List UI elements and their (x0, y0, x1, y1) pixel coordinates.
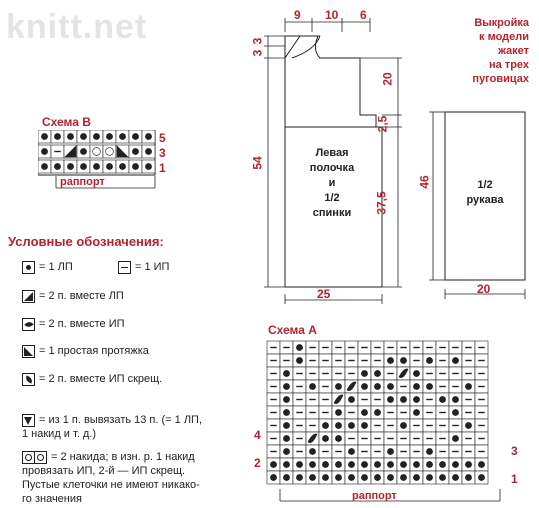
knit-dot-icon (387, 357, 393, 363)
knit-dot-icon (80, 163, 86, 169)
knit-dot-icon (270, 474, 276, 480)
knit-dot-icon (465, 474, 471, 480)
knit-dot-icon (283, 383, 289, 389)
knit-dot-icon (348, 448, 354, 454)
schema-b-row-5: 5 (159, 131, 166, 145)
knit-dot-icon (348, 396, 354, 402)
knit-dot-icon (361, 370, 367, 376)
dim-top-10: 10 (325, 8, 339, 22)
knit-dot-icon (283, 435, 289, 441)
knit-dot-icon (93, 133, 99, 139)
legend-item-yarn-over: = 2 накида; в изн. р. 1 накид провязать ИП, 2-й — ИП скрещ. Пустые клеточки не имеют никако- го значения (22, 451, 200, 505)
knit-dot-icon (361, 422, 367, 428)
knit-dot-icon (67, 163, 73, 169)
knit-dot-icon (80, 133, 86, 139)
knit-dot-icon (452, 357, 458, 363)
knit-dot-icon (413, 409, 419, 415)
pattern-diagram (240, 0, 539, 310)
knit-dot-icon (361, 461, 367, 467)
schema-a-row-3: 3 (511, 444, 518, 458)
schema-a-row-4: 4 (254, 428, 261, 442)
knit-dot-icon (145, 148, 151, 154)
knit-dot-icon (465, 383, 471, 389)
schema-b-row-3: 3 (159, 146, 166, 160)
legend-item-knit: = 1 ЛП (22, 260, 73, 274)
knit-dot-icon (400, 396, 406, 402)
knit-dot-icon (413, 474, 419, 480)
knit-dot-icon (478, 474, 484, 480)
knit-dot-icon (41, 133, 47, 139)
dim-left-3a: 3 (250, 37, 265, 45)
dim-top-9: 9 (294, 8, 301, 22)
knit-dot-icon (413, 396, 419, 402)
watermark: knitt.net (6, 8, 148, 46)
knit-dot-icon (413, 461, 419, 467)
knit-dot-icon (296, 344, 302, 350)
knit-dot-icon (439, 461, 445, 467)
knit-dot-icon (283, 448, 289, 454)
knit-dot-icon (452, 409, 458, 415)
schema-a-row-1: 1 (511, 472, 518, 486)
knit-dot-icon (348, 422, 354, 428)
schema-a-grid (265, 337, 515, 505)
legend-item-slip: = 1 простая протяжка (22, 344, 149, 358)
knit-dot-icon (426, 383, 432, 389)
knit-dot-icon (309, 461, 315, 467)
knit-dot-icon (322, 422, 328, 428)
schema-b-rapport: раппорт (60, 176, 105, 188)
knit-dot-icon (270, 461, 276, 467)
dim-left-3b: 3 (250, 49, 265, 57)
k2tog-icon (22, 290, 35, 303)
knit-dot-icon (283, 461, 289, 467)
knit-dot-icon (426, 461, 432, 467)
knit-dot-icon (309, 448, 315, 454)
knit-dot-icon (387, 383, 393, 389)
knit-dot-icon (348, 461, 354, 467)
knit-dot-icon (361, 409, 367, 415)
knit-dot-icon (67, 133, 73, 139)
dim-bottom-25: 25 (317, 287, 331, 301)
knit-dot-icon (335, 383, 341, 389)
knit-dot-icon (41, 148, 47, 154)
knit-dot-icon (452, 435, 458, 441)
knit-dot-icon (374, 370, 380, 376)
knit-dot-icon (387, 474, 393, 480)
knit-dot-icon (478, 461, 484, 467)
schema-b-row-1: 1 (159, 161, 166, 175)
knit-dot-icon (309, 383, 315, 389)
dim-right-37-5: 37,5 (374, 191, 389, 215)
knit-dot-icon (132, 133, 138, 139)
knit-dot-icon (54, 133, 60, 139)
knit-dot-icon (387, 396, 393, 402)
knit-dot-icon (283, 409, 289, 415)
schema-a-row-2: 2 (254, 456, 261, 470)
knit-dot-icon (283, 370, 289, 376)
yarn-over-icon (93, 148, 101, 156)
knit-dot-icon (335, 461, 341, 467)
knit-dot-icon (439, 396, 445, 402)
knit-dot-icon (54, 163, 60, 169)
sleeve-piece-label: 1/2 рукава (466, 179, 504, 206)
knit-dot-icon (335, 422, 341, 428)
knit-dot-icon (452, 474, 458, 480)
purl-dash-icon (118, 261, 131, 274)
knit-dot-icon (361, 474, 367, 480)
knit-dot-icon (374, 474, 380, 480)
knit-dot-icon (348, 474, 354, 480)
knit-dot-icon (132, 148, 138, 154)
knit-dot-icon (119, 163, 125, 169)
knit-dot-icon (426, 357, 432, 363)
knit-dot-icon (465, 461, 471, 467)
knit-dot-icon (145, 133, 151, 139)
knit-dot-icon (413, 383, 419, 389)
legend-title: Условные обозначения: (8, 234, 164, 249)
knit-dot-icon (387, 448, 393, 454)
knit-dot-icon (335, 474, 341, 480)
yarn-over-icon-2 (34, 451, 47, 464)
knit-dot-icon (283, 396, 289, 402)
schema-b-title: Схема В (42, 115, 91, 129)
body-piece-label: Левая полочка и 1/2 спинки (309, 147, 355, 219)
knit-dot-icon (283, 422, 289, 428)
slip-stitch-icon (22, 345, 35, 358)
p2tog-tbl-icon (22, 373, 35, 386)
knit-dot-icon (335, 435, 341, 441)
knit-dot-icon (309, 474, 315, 480)
knit-dot-icon (374, 409, 380, 415)
knit-dot-icon (400, 474, 406, 480)
legend-item-k2tog: = 2 п. вместе ЛП (22, 289, 124, 303)
legend-item-p2tog-tbl: = 2 п. вместе ИП скрещ. (22, 372, 162, 386)
knit-dot-icon (106, 133, 112, 139)
knit-dot-icon (322, 435, 328, 441)
dim-right-2-5: 2,5 (375, 115, 390, 133)
knit-dot-icon (132, 163, 138, 169)
yarn-over-icon (106, 148, 114, 156)
dim-top-6: 6 (360, 8, 367, 22)
knit-dot-icon (296, 357, 302, 363)
dim-left-54: 54 (250, 156, 265, 170)
knit-dot-icon (400, 422, 406, 428)
knit-dot-icon (335, 409, 341, 415)
knit-dot-icon (106, 163, 112, 169)
p2tog-icon (22, 318, 35, 331)
knit-dot-icon (322, 474, 328, 480)
knit-dot-icon (361, 383, 367, 389)
legend-item-purl: = 1 ИП (118, 260, 169, 274)
schema-a-rapport: раппорт (352, 490, 397, 502)
knit-dot-icon (387, 461, 393, 467)
knit-dot-icon (283, 474, 289, 480)
knit-dot-icon (296, 474, 302, 480)
knit-dot-icon (400, 461, 406, 467)
knit-dot-icon (374, 461, 380, 467)
knit-dot-icon (439, 474, 445, 480)
knit-dot-icon (119, 133, 125, 139)
knit-dot-icon (296, 461, 302, 467)
knit-dot-icon (93, 163, 99, 169)
knit-dot-icon (145, 163, 151, 169)
knit-dot-icon (41, 163, 47, 169)
increase-13-icon (22, 414, 35, 427)
knit-dot-icon (426, 474, 432, 480)
knit-dot-icon (22, 261, 35, 274)
legend-item-p2tog: = 2 п. вместе ИП (22, 317, 125, 331)
dim-sleeve-20: 20 (477, 282, 491, 296)
knit-dot-icon (426, 448, 432, 454)
dim-right-20: 20 (380, 72, 395, 86)
knit-dot-icon (452, 461, 458, 467)
legend-item-increase: = из 1 п. вывязать 13 п. (= 1 ЛП, 1 накид и т. д.) (22, 414, 202, 440)
knit-dot-icon (413, 370, 419, 376)
schema-a-title: Схема А (268, 323, 317, 337)
dim-sleeve-46: 46 (417, 175, 432, 189)
knit-dot-icon (452, 396, 458, 402)
knit-dot-icon (400, 357, 406, 363)
knit-dot-icon (80, 148, 86, 154)
knit-dot-icon (465, 422, 471, 428)
model-title: Выкройка к модели жакет на трех пуговицах (472, 17, 529, 85)
knit-dot-icon (322, 461, 328, 467)
knit-dot-icon (374, 383, 380, 389)
